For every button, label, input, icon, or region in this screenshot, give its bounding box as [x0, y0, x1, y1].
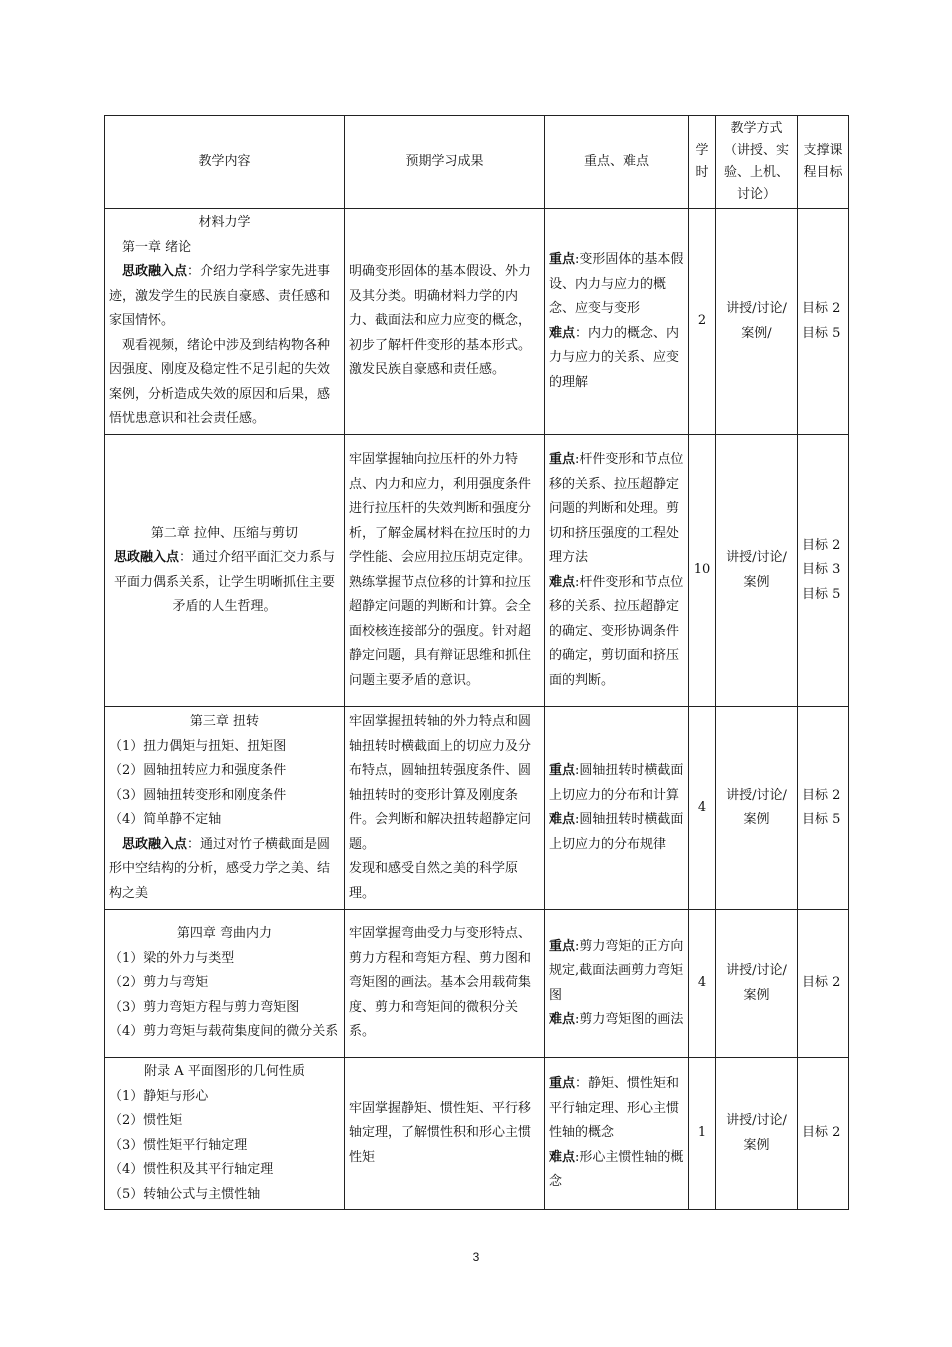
- ideology-text: ：通过对竹子横截面是圆形中空结构的分析，感受力学之美、结构之美: [109, 836, 331, 901]
- hours-cell: 2: [689, 209, 716, 435]
- hours-cell: 4: [689, 707, 716, 910]
- table-row: [105, 707, 849, 910]
- content-item: （1）梁的外力与类型: [109, 950, 235, 966]
- keypoints-cell: [545, 910, 689, 1058]
- content-item: （4）剪力弯矩与载荷集度间的微分关系: [109, 1024, 339, 1040]
- difficult-text: :圆轴扭转时横截面上切应力的分布规律: [549, 812, 684, 852]
- difficult-label: 难点: [549, 574, 576, 590]
- outcome-cell: [345, 707, 545, 910]
- key-label: 重点: [549, 938, 576, 954]
- method-cell: 讲授/讨论/案例: [716, 435, 798, 707]
- chapter-title: 第二章 拉伸、压缩与剪切: [150, 525, 299, 541]
- goals-cell: [798, 209, 849, 435]
- goals-cell: [798, 435, 849, 707]
- content-item: （3）剪力弯矩方程与剪力弯矩图: [109, 999, 300, 1015]
- goals-cell: [798, 910, 849, 1058]
- difficult-text: ：内力的概念、内力与应力的关系、应变的理解: [549, 325, 680, 390]
- goals-cell: [798, 1058, 849, 1210]
- content-item: （2）圆轴扭转应力和强度条件: [109, 763, 287, 778]
- table-row: [105, 1058, 849, 1210]
- goal-item: 目标 2: [802, 975, 841, 991]
- content-item: （1）静矩与形心: [109, 1088, 209, 1104]
- goal-item: 目标 2: [802, 301, 841, 316]
- ideology-label: 思政融入点: [122, 836, 188, 852]
- goal-item: 目标 5: [802, 586, 841, 602]
- outcome-text: 牢固掌握静矩、惯性矩、平行移轴定理，了解惯性积和形心主惯性矩: [349, 1100, 532, 1165]
- header-content: 教学内容: [105, 116, 345, 209]
- content-cell: [105, 435, 345, 707]
- content-item: （4）简单静不定轴: [109, 812, 222, 827]
- hours-cell: 10: [689, 435, 716, 707]
- content-extra: 观看视频，绪论中涉及到结构物各种因强度、刚度及稳定性不足引起的失效案例，分析造成失效的原因和后果，感悟忧患意识和社会责任感。: [109, 337, 331, 427]
- content-item: （5）转轴公式与主惯性轴: [109, 1186, 261, 1202]
- goals-cell: [798, 707, 849, 910]
- difficult-label: 难点: [549, 1012, 576, 1027]
- key-label: 重点: [549, 763, 576, 778]
- outcome-cell: [345, 1058, 545, 1210]
- difficult-text: :剪力弯矩图的画法: [575, 1012, 684, 1027]
- header-goals: 支撑课程目标: [798, 116, 849, 209]
- key-text: :圆轴扭转时横截面上切应力的分布和计算: [549, 763, 684, 803]
- key-label: 重点: [549, 252, 576, 267]
- outcome-cell: [345, 209, 545, 435]
- keypoints-cell: [545, 435, 689, 707]
- goal-item: 目标 3: [802, 562, 841, 578]
- outcome-text: 牢固掌握扭转轴的外力特点和圆轴扭转时横截面上的切应力及分布特点，圆轴扭转强度条件、圆轴扭转时的变形计算及刚度条件。会判断和解决扭转超静定问题。: [349, 714, 532, 852]
- difficult-label: 难点: [549, 1149, 576, 1165]
- key-text: ：静矩、惯性矩和平行轴定理、形心主惯性轴的概念: [549, 1076, 680, 1141]
- content-item: （3）惯性矩平行轴定理: [109, 1137, 248, 1153]
- chapter-title: 第一章 绪论: [122, 239, 192, 255]
- content-cell: [105, 1058, 345, 1210]
- chapter-title: 第四章 弯曲内力: [176, 926, 273, 942]
- header-method: 教学方式（讲授、实验、上机、讨论）: [716, 116, 798, 209]
- table-row: [105, 209, 849, 435]
- outcome-text: 牢固掌握弯曲受力与变形特点、剪力方程和弯矩方程、剪力图和弯矩图的画法。基本会用载荷集度、剪力和弯矩间的微积分关系。: [349, 926, 532, 1040]
- difficult-label: 难点: [549, 812, 576, 827]
- content-cell: [105, 209, 345, 435]
- keypoints-cell: [545, 1058, 689, 1210]
- table-row: [105, 910, 849, 1058]
- chapter-title: 第三章 扭转: [189, 714, 260, 729]
- method-cell: 讲授/讨论/案例/: [716, 209, 798, 435]
- syllabus-table: [104, 115, 849, 1210]
- outcome-extra: 发现和感受自然之美的科学原理。: [349, 861, 519, 901]
- method-cell: 讲授/讨论/案例: [716, 1058, 798, 1210]
- ideology-text: ：介绍力学科学家先进事迹，激发学生的民族自豪感、责任感和家国情怀。: [109, 264, 331, 329]
- table-row: [105, 435, 849, 707]
- content-item: （2）剪力与弯矩: [109, 975, 209, 991]
- outcome-text: 牢固掌握轴向拉压杆的外力特点、内力和应力，利用强度条件进行拉压杆的失效判断和强度分析，了解金属材料在拉压时的力学性能、会应用拉压胡克定律。熟练掌握节点位移的计算和拉压超静定问题的判断和计算。会全面校核连接部分的强度。针对超静定问题，具有辩证思维和抓住问题主要矛盾的意识。: [349, 452, 532, 688]
- difficult-text: :形心主惯性轴的概念: [549, 1149, 684, 1190]
- content-cell: [105, 910, 345, 1058]
- difficult-label: 难点: [549, 325, 576, 341]
- chapter-title: 附录 A 平面图形的几何性质: [144, 1064, 305, 1079]
- outcome-cell: [345, 910, 545, 1058]
- content-item: （4）惯性积及其平行轴定理: [109, 1162, 274, 1177]
- outcome-extra: 激发民族自豪感和责任感。: [349, 362, 506, 378]
- page-number: 3: [472, 1250, 480, 1264]
- goal-item: 目标 5: [802, 325, 841, 341]
- hours-cell: 1: [689, 1058, 716, 1210]
- content-item: （1）扭力偶矩与扭矩、扭矩图: [109, 738, 287, 754]
- keypoints-cell: [545, 209, 689, 435]
- method-cell: 讲授/讨论/案例: [716, 707, 798, 910]
- key-text: :剪力弯矩的正方向规定,截面法画剪力弯矩图: [549, 938, 684, 1003]
- header-outcomes: 预期学习成果: [345, 116, 545, 209]
- keypoints-cell: [545, 707, 689, 910]
- content-item: （3）圆轴扭转变形和刚度条件: [109, 787, 287, 803]
- content-cell: [105, 707, 345, 910]
- method-cell: 讲授/讨论/案例: [716, 910, 798, 1058]
- outcome-text: 明确变形固体的基本假设、外力及其分类。明确材料力学的内力、截面法和应力应变的概念，初步了解杆件变形的基本形式。: [349, 264, 532, 353]
- ideology-label: 思政融入点: [122, 264, 188, 280]
- header-hours: 学时: [689, 116, 716, 209]
- course-title: 材料力学: [198, 215, 251, 231]
- table-header-row: [105, 116, 849, 209]
- difficult-text: :杆件变形和节点位移的关系、拉压超静定的确定、变形协调条件的确定，剪切面和挤压面的判断。: [549, 574, 684, 688]
- goal-item: 目标 5: [802, 812, 841, 827]
- key-text: :变形固体的基本假设、内力与应力的概念、应变与变形: [549, 252, 684, 316]
- outcome-cell: [345, 435, 545, 707]
- ideology-label: 思政融入点: [113, 550, 179, 565]
- goal-item: 目标 2: [802, 537, 841, 553]
- ideology-text: ：通过介绍平面汇交力系与平面力偶系关系，让学生明晰抓住主要矛盾的人生哲理。: [113, 550, 336, 614]
- hours-cell: 4: [689, 910, 716, 1058]
- header-keypoints: 重点、难点: [545, 116, 689, 209]
- goal-item: 目标 2: [802, 787, 841, 803]
- key-label: 重点: [549, 452, 576, 467]
- goal-item: 目标 2: [802, 1125, 841, 1141]
- content-item: （2）惯性矩: [109, 1113, 183, 1128]
- key-label: 重点: [549, 1076, 576, 1092]
- key-text: :杆件变形和节点位移的关系、拉压超静定问题的判断和处理。剪切和挤压强度的工程处理方法: [549, 452, 684, 565]
